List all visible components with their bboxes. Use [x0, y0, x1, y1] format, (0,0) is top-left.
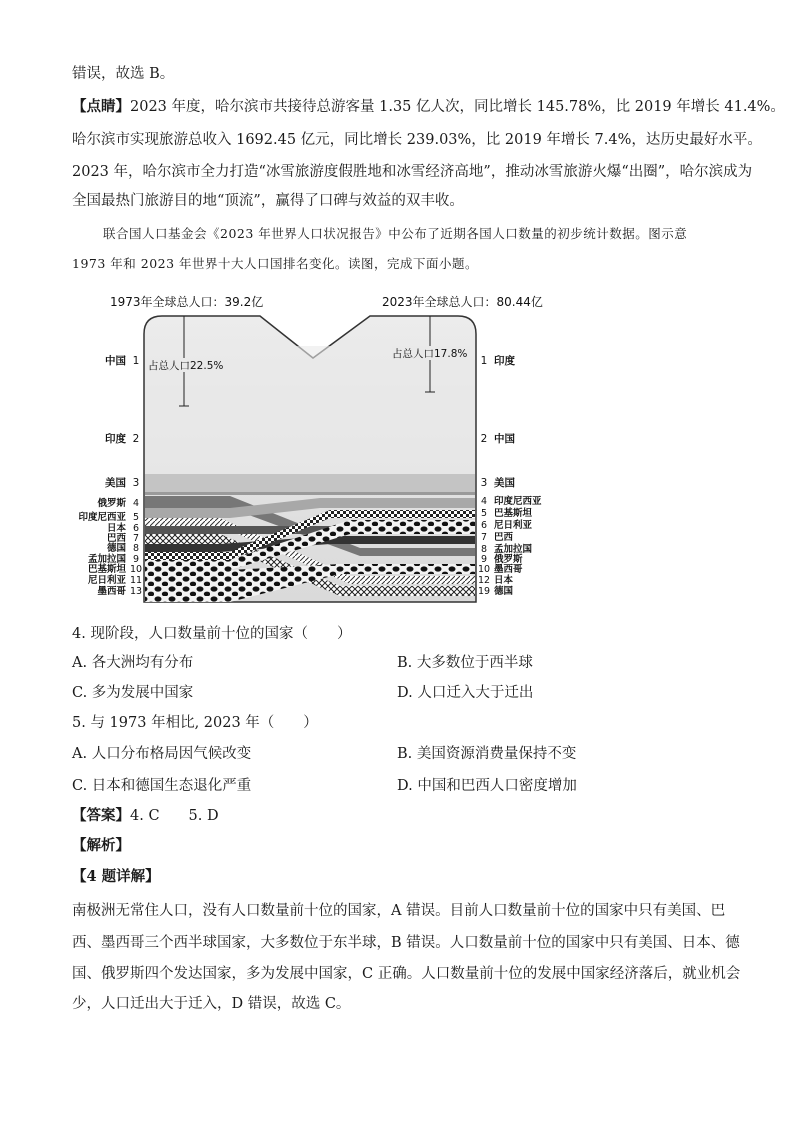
right-rank-1: 1	[480, 355, 488, 367]
left-country-11: 尼日利亚	[87, 575, 126, 586]
left-country-12: 墨西哥	[97, 586, 126, 597]
intro-line-2: 1973 年和 2023 年世界十大人口国排名变化。读图，完成下面小题。	[72, 256, 479, 271]
left-rank-7: 7	[132, 533, 140, 544]
right-country-1: 印度	[494, 355, 515, 367]
q4-option-b[interactable]: B. 大多数位于西半球	[397, 655, 533, 671]
analysis-line-1: 南极洲无常住人口，没有人口数量前十位的国家，A 错误。目前人口数量前十位的国家中只有美国、巴	[72, 903, 726, 919]
left-rank-4: 4	[132, 498, 140, 509]
right-rank-7: 7	[480, 532, 488, 543]
left-share: 占总人口22.5%	[148, 360, 224, 372]
right-country-12: 德国	[494, 586, 514, 597]
left-country-1: 中国	[105, 355, 126, 367]
right-country-6: 尼日利亚	[494, 520, 533, 531]
right-country-3: 美国	[494, 477, 515, 489]
q4-option-a[interactable]: A. 各大洲均有分布	[72, 655, 194, 671]
right-country-10: 墨西哥	[494, 564, 523, 575]
intro-line-1: 联合国人口基金会《2023 年世界人口状况报告》中公布了近期各国人口数量的初步统计数据。图示意	[103, 226, 688, 241]
right-rank-12: 19	[477, 586, 491, 597]
right-title: 2023年全球总人口：80.44亿	[382, 295, 543, 309]
right-country-9: 俄罗斯	[494, 554, 523, 565]
right-country-2: 中国	[494, 433, 515, 445]
right-rank-4: 4	[480, 496, 488, 507]
population-rank-figure	[70, 286, 570, 606]
left-rank-1: 1	[132, 355, 140, 367]
right-country-7: 巴西	[494, 532, 514, 543]
right-country-5: 巴基斯坦	[494, 508, 533, 519]
answer-label: 【答案】	[72, 807, 130, 824]
left-rank-6: 6	[132, 523, 140, 534]
right-rank-10: 10	[477, 564, 491, 575]
left-country-4: 俄罗斯	[97, 498, 126, 509]
text-line-4: 2023 年，哈尔滨市全力打造“冰雪旅游度假胜地和冰雪经济高地”，推动冰雪旅游火爆“出圈”，哈尔滨成为	[72, 164, 753, 180]
answer-line	[72, 806, 219, 826]
q5-option-a[interactable]: A. 人口分布格局因气候改变	[72, 746, 252, 762]
tip-label: 【点睛】	[72, 98, 130, 115]
left-rank-10: 10	[129, 564, 143, 575]
left-rank-8: 8	[132, 543, 140, 554]
right-rank-2: 2	[480, 433, 488, 445]
left-rank-5: 5	[132, 512, 140, 523]
left-rank-11: 11	[129, 575, 143, 586]
text-line-1: 错误，故选 B。	[72, 66, 175, 82]
answer-text: 4. C 5. D	[130, 808, 219, 824]
q4-option-c[interactable]: C. 多为发展中国家	[72, 685, 194, 701]
left-title: 1973年全球总人口：39.2亿	[110, 295, 264, 309]
left-rank-2: 2	[132, 433, 140, 445]
band-usa	[145, 474, 475, 494]
right-rank-8: 8	[480, 544, 488, 555]
right-rank-labels	[478, 354, 542, 597]
right-share: 占总人口17.8%	[392, 348, 468, 360]
tip-line	[72, 97, 785, 117]
left-rank-3: 3	[132, 477, 140, 489]
analysis-label: 【解析】	[72, 837, 130, 854]
text-line-5: 全国最热门旅游目的地“顶流”，赢得了口碑与效益的双丰收。	[72, 193, 464, 209]
q4-detail-label: 【4 题详解】	[72, 868, 160, 885]
left-rank-9: 9	[132, 554, 140, 565]
left-country-5: 印度尼西亚	[78, 512, 126, 523]
left-country-8: 德国	[106, 543, 126, 554]
right-country-8: 孟加拉国	[494, 544, 533, 555]
question-4: 4. 现阶段，人口数量前十位的国家（ ）	[72, 626, 352, 642]
left-country-9: 孟加拉国	[87, 554, 126, 565]
q5-option-c[interactable]: C. 日本和德国生态退化严重	[72, 778, 252, 794]
right-country-4: 印度尼西亚	[494, 496, 542, 507]
left-country-3: 美国	[105, 477, 126, 489]
analysis-line-2: 西、墨西哥三个西半球国家，大多数位于东半球，B 错误。人口数量前十位的国家中只有美国、日本、德	[72, 935, 740, 951]
question-5: 5. 与 1973 年相比, 2023 年（ ）	[72, 715, 318, 731]
q4-option-d[interactable]: D. 人口迁入大于迁出	[397, 685, 534, 701]
tip-text: 2023 年度，哈尔滨市共接待总游客量 1.35 亿人次，同比增长 145.78%，比 2019 年增长 41.4%。	[130, 99, 785, 115]
left-country-2: 印度	[105, 433, 126, 445]
analysis-line-3: 国、俄罗斯四个发达国家，多为发展中国家，C 正确。人口数量前十位的发展中国家经济落后，就业机会	[72, 966, 741, 982]
right-rank-9: 9	[480, 554, 488, 565]
left-rank-12: 13	[129, 586, 143, 597]
left-country-6: 日本	[106, 523, 126, 534]
right-rank-11: 12	[477, 575, 491, 586]
left-country-10: 巴基斯坦	[87, 564, 126, 575]
q5-option-b[interactable]: B. 美国资源消费量保持不变	[397, 746, 577, 762]
q5-option-d[interactable]: D. 中国和巴西人口密度增加	[397, 778, 577, 794]
text-line-3: 哈尔滨市实现旅游总收入 1692.45 亿元，同比增长 239.03%，比 2019 年增长 7.4%，达历史最好水平。	[72, 132, 762, 148]
analysis-line-4: 少，人口迁出大于迁入，D 错误，故选 C。	[72, 996, 351, 1012]
right-rank-3: 3	[480, 477, 488, 489]
left-country-7: 巴西	[106, 533, 126, 544]
right-country-11: 日本	[494, 575, 514, 586]
left-rank-labels	[78, 354, 142, 597]
right-rank-6: 6	[480, 520, 488, 531]
right-rank-5: 5	[480, 508, 488, 519]
